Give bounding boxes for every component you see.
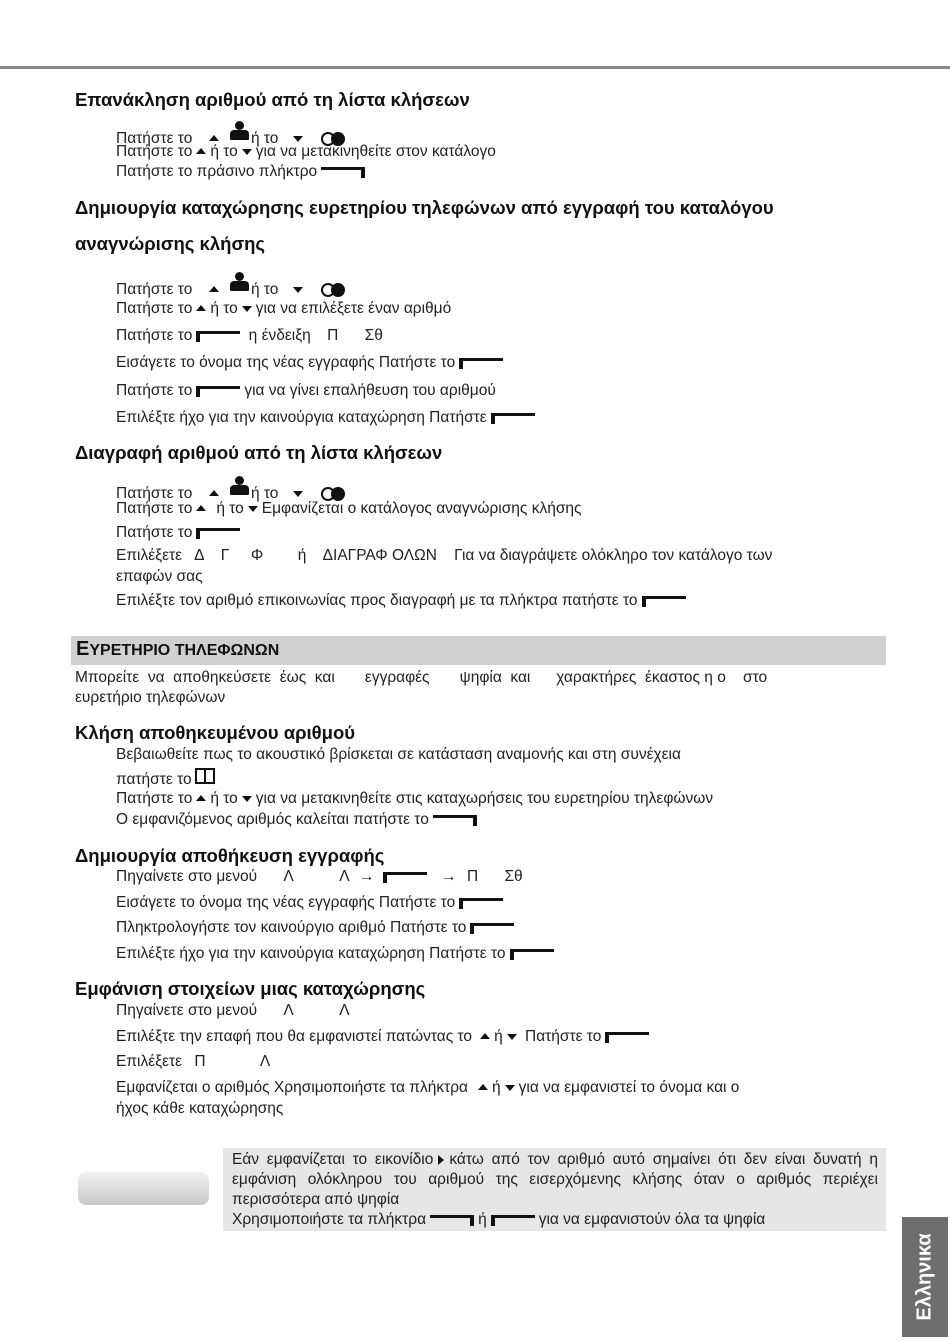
- band-title: [76, 638, 279, 661]
- step-line: [116, 353, 507, 373]
- step-line: [116, 789, 713, 809]
- display-text: Π: [466, 868, 479, 885]
- left-softkey-icon: [642, 596, 686, 607]
- step-text: Πατήστε το: [116, 130, 193, 147]
- step-text: ή το: [210, 143, 238, 160]
- left-softkey-icon: [470, 923, 514, 934]
- step-text: Εμφανίζεται ο αριθμός Χρησιμοποιήστε τα πλήκτρα: [116, 1079, 468, 1096]
- phonebook-icon: [195, 768, 215, 784]
- step-text: Πατήστε το: [116, 524, 193, 541]
- step-line: [116, 768, 215, 790]
- step-line: [116, 867, 523, 887]
- step-text: Πατήστε το: [116, 485, 193, 502]
- step-text: Επιλέξτε την επαφή που θα εμφανιστεί πατώντας το: [116, 1028, 473, 1045]
- step-line: [116, 944, 558, 964]
- green-key-icon: [321, 167, 365, 178]
- left-softkey-icon: [383, 872, 427, 883]
- step-text: για να μετακινηθείτε στις καταχωρήσεις του ευρετηρίου τηλεφώνων: [255, 790, 714, 807]
- contact-person-icon: [229, 476, 249, 498]
- step-line: [116, 1001, 350, 1021]
- note-text-part: Χρησιμοποιήστε τα πλήκτρα: [232, 1211, 427, 1228]
- note-text: [232, 1150, 878, 1230]
- note-text-part: ή: [478, 1211, 487, 1228]
- step-text: Πηγαίνετε στο μενού: [116, 1002, 258, 1019]
- arrow-right-glyph: →: [441, 868, 457, 885]
- step-text: Εμφανίζεται ο κατάλογος αναγνώρισης κλήσης: [261, 500, 582, 517]
- left-softkey-icon: [491, 413, 535, 424]
- up-arrow-icon: [209, 490, 219, 496]
- step-line: Επιλέξετε Δ Γ Φ ή ΔΙΑΓΡΑΦ ΟΛΩΝ Για να διαγράψετε ολόκληρο τον κατάλογο των: [116, 547, 773, 564]
- note-text-part: κάτω από τον αριθμό αυτό σημαίνει ότι δεν είναι δυνατή η εμφάνιση ολόκληρου του αριθμού της εισερχόμενης κλήσης όταν ο αριθμός περιέχει περισσότερα από ψηφία: [232, 1151, 878, 1208]
- up-arrow-icon: [196, 305, 206, 311]
- step-line: [116, 918, 518, 938]
- section-title-create-entry: Δημιουργία καταχώρησης ευρετηρίου τηλεφώνων από εγγραφή του καταλόγου: [75, 197, 774, 218]
- up-arrow-icon: [478, 1084, 488, 1090]
- step-text: για να επιλέξετε έναν αριθμό: [255, 300, 452, 317]
- section-title-view-entry: Εμφάνιση στοιχείων μιας καταχώρησης: [75, 978, 426, 999]
- step-line: [116, 591, 690, 611]
- section-title-call-stored: Κλήση αποθηκευμένου αριθμού: [75, 722, 356, 743]
- up-arrow-icon: [196, 795, 206, 801]
- step-text: Επιλέξετε: [116, 1053, 183, 1070]
- down-arrow-icon: [507, 1034, 517, 1040]
- section-title-create-entry-cont: αναγνώρισης κλήσης: [75, 233, 266, 254]
- down-arrow-icon: [293, 491, 303, 497]
- left-softkey-icon: [196, 528, 240, 539]
- step-line: [116, 523, 244, 543]
- step-line: [116, 1078, 739, 1098]
- contact-person-icon: [229, 121, 249, 143]
- menu-text: Π: [194, 1053, 206, 1070]
- step-text: Πατήστε το: [116, 790, 193, 807]
- top-rule: [0, 66, 950, 69]
- step-text: ή το: [250, 485, 279, 502]
- up-arrow-icon: [209, 286, 219, 292]
- right-arrow-icon: [438, 1155, 444, 1165]
- down-arrow-icon: [242, 306, 252, 312]
- step-text: Πατήστε το: [116, 327, 193, 344]
- menu-text: Λ: [339, 868, 349, 885]
- step-text: Πληκτρολογήστε τον καινούργιο αριθμό Πατήστε το: [116, 919, 467, 936]
- step-text: Πατήστε το: [525, 1028, 602, 1045]
- note-text-part: για να εμφανιστούν όλα τα ψηφία: [538, 1211, 766, 1228]
- step-text: Πατήστε το: [116, 500, 193, 517]
- step-text: ή το: [250, 130, 279, 147]
- step-text: Πηγαίνετε στο μενού: [116, 868, 258, 885]
- step-line: [116, 381, 496, 401]
- left-softkey-icon: [491, 1215, 535, 1226]
- step-text: πατήστε το: [116, 771, 192, 788]
- intro-line: ευρετήριο τηλεφώνων: [75, 689, 226, 706]
- step-text: ή το: [210, 790, 238, 807]
- section-title-store-entry: Δημιουργία αποθήκευση εγγραφής: [75, 845, 385, 866]
- intro-line: Μπορείτε να αποθηκεύσετε έως και εγγραφές ψηφία και χαρακτήρες έκαστος η ο στο: [75, 669, 768, 686]
- step-line: [116, 893, 507, 913]
- step-text: για να γίνει επαλήθευση του αριθμού: [244, 382, 496, 399]
- step-text: Πατήστε το: [116, 143, 193, 160]
- display-text: Σθ: [364, 327, 383, 344]
- step-text: ή: [494, 1028, 503, 1045]
- step-line: επαφών σας: [116, 568, 203, 585]
- down-arrow-icon: [293, 287, 303, 293]
- step-text: ή: [492, 1079, 501, 1096]
- contact-person-icon: [229, 272, 249, 294]
- left-softkey-icon: [459, 898, 503, 909]
- up-arrow-icon: [209, 135, 219, 141]
- left-softkey-icon: [510, 949, 554, 960]
- step-text: Εισάγετε το όνομα της νέας εγγραφής Πατήστε το: [116, 894, 456, 911]
- note-label-graphic: [78, 1172, 209, 1205]
- down-arrow-icon: [505, 1085, 515, 1091]
- step-text: Επιλέξτε ήχο για την καινούργια καταχώρηση Πατήστε: [116, 409, 487, 426]
- step-text: Πατήστε το: [116, 281, 193, 298]
- step-text: Εισάγετε το όνομα της νέας εγγραφής Πατήστε το: [116, 354, 456, 371]
- step-text: Ο εμφανιζόμενος αριθμός καλείται πατήστε το: [116, 811, 429, 828]
- step-text: Επιλέξτε τον αριθμό επικοινωνίας προς διαγραφή με τα πλήκτρα πατήστε το: [116, 592, 638, 609]
- band-title-cap: Ε: [76, 638, 90, 660]
- step-text: ή το: [210, 300, 238, 317]
- menu-text: Λ: [283, 1002, 293, 1019]
- step-line: [116, 408, 539, 428]
- down-arrow-icon: [242, 149, 252, 155]
- down-arrow-icon: [248, 506, 258, 512]
- step-text: για να μετακινηθείτε στον κατάλογο: [255, 143, 496, 160]
- step-line: [116, 272, 347, 300]
- up-arrow-icon: [480, 1033, 490, 1039]
- step-line: [116, 299, 451, 319]
- left-softkey-icon: [605, 1032, 649, 1043]
- step-line: ήχος κάθε καταχώρησης: [116, 1100, 284, 1117]
- menu-text: Λ: [339, 1002, 350, 1019]
- step-line: [116, 810, 481, 830]
- menu-text: Λ: [283, 868, 293, 885]
- arrow-right-glyph: →: [359, 868, 375, 885]
- step-line: [116, 142, 496, 162]
- left-softkey-icon: [196, 331, 240, 342]
- step-text: Πατήστε το: [116, 382, 193, 399]
- step-line: [116, 499, 581, 519]
- left-softkey-icon: [196, 386, 240, 397]
- left-softkey-icon: [459, 358, 503, 369]
- step-text: ή το: [250, 281, 279, 298]
- call-list-icon: [321, 283, 347, 297]
- display-text: Π: [327, 327, 339, 344]
- up-arrow-icon: [196, 505, 206, 511]
- up-arrow-icon: [196, 148, 206, 154]
- step-line: [116, 326, 383, 346]
- note-text-part: Εάν εμφανίζεται το εικονίδιο: [232, 1151, 434, 1168]
- green-key-icon: [433, 815, 477, 826]
- menu-text: Λ: [259, 1053, 271, 1070]
- section-title-redial: Επανάκληση αριθμού από τη λίστα κλήσεων: [75, 89, 470, 110]
- step-line: [116, 162, 369, 182]
- down-arrow-icon: [242, 796, 252, 802]
- display-text: Σθ: [504, 868, 523, 885]
- section-title-delete: Διαγραφή αριθμού από τη λίστα κλήσεων: [75, 442, 443, 463]
- step-line: Βεβαιωθείτε πως το ακουστικό βρίσκεται σε κατάσταση αναμονής και στη συνέχεια: [116, 746, 681, 763]
- step-text: Πατήστε το πράσινο πλήκτρο: [116, 163, 318, 180]
- step-line: [116, 1027, 653, 1047]
- language-tab-label: Ελληνικα: [913, 1233, 936, 1321]
- step-text: Πατήστε το: [116, 300, 193, 317]
- band-title-rest: ΥΡΕΤΗΡΙΟ ΤΗΛΕΦΩΝΩΝ: [89, 642, 280, 659]
- step-text: για να εμφανιστεί το όνομα και ο: [518, 1079, 740, 1096]
- step-text: ή το: [216, 500, 244, 517]
- step-text: η ένδειξη: [248, 327, 311, 344]
- step-line: [116, 1052, 270, 1072]
- step-text: Επιλέξτε ήχο για την καινούργια καταχώρηση Πατήστε το: [116, 945, 506, 962]
- language-tab: [902, 1217, 948, 1337]
- right-softkey-icon: [430, 1215, 474, 1226]
